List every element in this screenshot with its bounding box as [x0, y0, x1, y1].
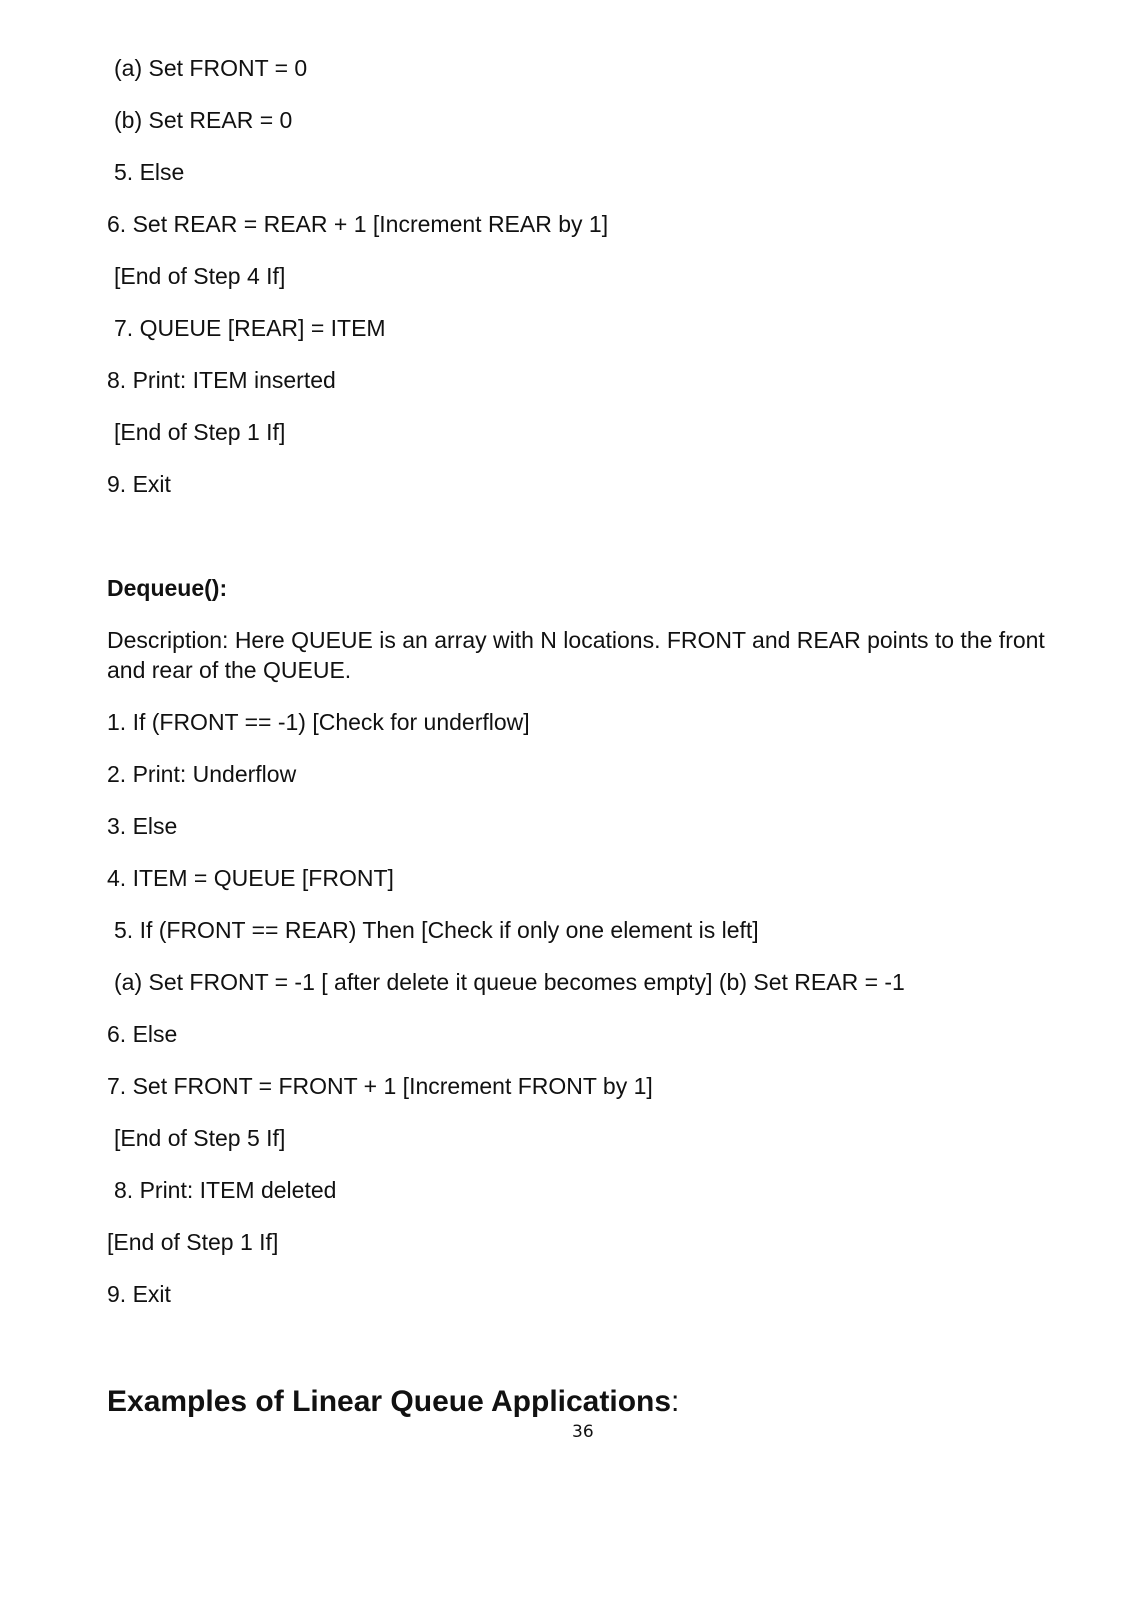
dequeue-step-9: 9. Exit	[107, 1281, 171, 1307]
dequeue-end-step-1: [End of Step 1 If]	[107, 1229, 279, 1255]
dequeue-step-1: 1. If (FRONT == -1) [Check for underflow]	[107, 709, 530, 735]
enqueue-step-5: 5. Else	[114, 159, 185, 185]
dequeue-step-6: 6. Else	[107, 1021, 178, 1047]
dequeue-step-3: 3. Else	[107, 813, 178, 839]
enqueue-step-b: (b) Set REAR = 0	[114, 107, 293, 133]
dequeue-end-step-5: [End of Step 5 If]	[114, 1125, 286, 1151]
dequeue-step-7: 7. Set FRONT = FRONT + 1 [Increment FRONT by 1]	[107, 1073, 653, 1099]
dequeue-description: Description: Here QUEUE is an array with N locations. FRONT and REAR points to the front and rear of the QUEUE.	[107, 627, 1045, 683]
enqueue-step-9: 9. Exit	[107, 471, 171, 497]
applications-heading	[107, 1384, 679, 1420]
enqueue-step-6: 6. Set REAR = REAR + 1 [Increment REAR by 1]	[107, 211, 609, 237]
enqueue-step-8: 8. Print: ITEM inserted	[107, 367, 336, 393]
applications-heading-colon: :	[671, 1385, 680, 1418]
enqueue-step-7: 7. QUEUE [REAR] = ITEM	[114, 315, 386, 341]
dequeue-step-5a: (a) Set FRONT = -1 [ after delete it queue becomes empty] (b) Set REAR = -1	[114, 969, 905, 995]
dequeue-step-5: 5. If (FRONT == REAR) Then [Check if only one element is left]	[114, 917, 759, 943]
dequeue-step-2: 2. Print: Underflow	[107, 761, 297, 787]
page-number: 36	[572, 1422, 594, 1442]
enqueue-end-step-4: [End of Step 4 If]	[114, 263, 286, 289]
applications-heading-text: Examples of Linear Queue Applications	[107, 1385, 672, 1418]
dequeue-step-8: 8. Print: ITEM deleted	[114, 1177, 337, 1203]
dequeue-step-4: 4. ITEM = QUEUE [FRONT]	[107, 865, 394, 891]
enqueue-end-step-1: [End of Step 1 If]	[114, 419, 286, 445]
enqueue-step-a: (a) Set FRONT = 0	[114, 55, 308, 81]
dequeue-heading: Dequeue():	[107, 575, 228, 601]
